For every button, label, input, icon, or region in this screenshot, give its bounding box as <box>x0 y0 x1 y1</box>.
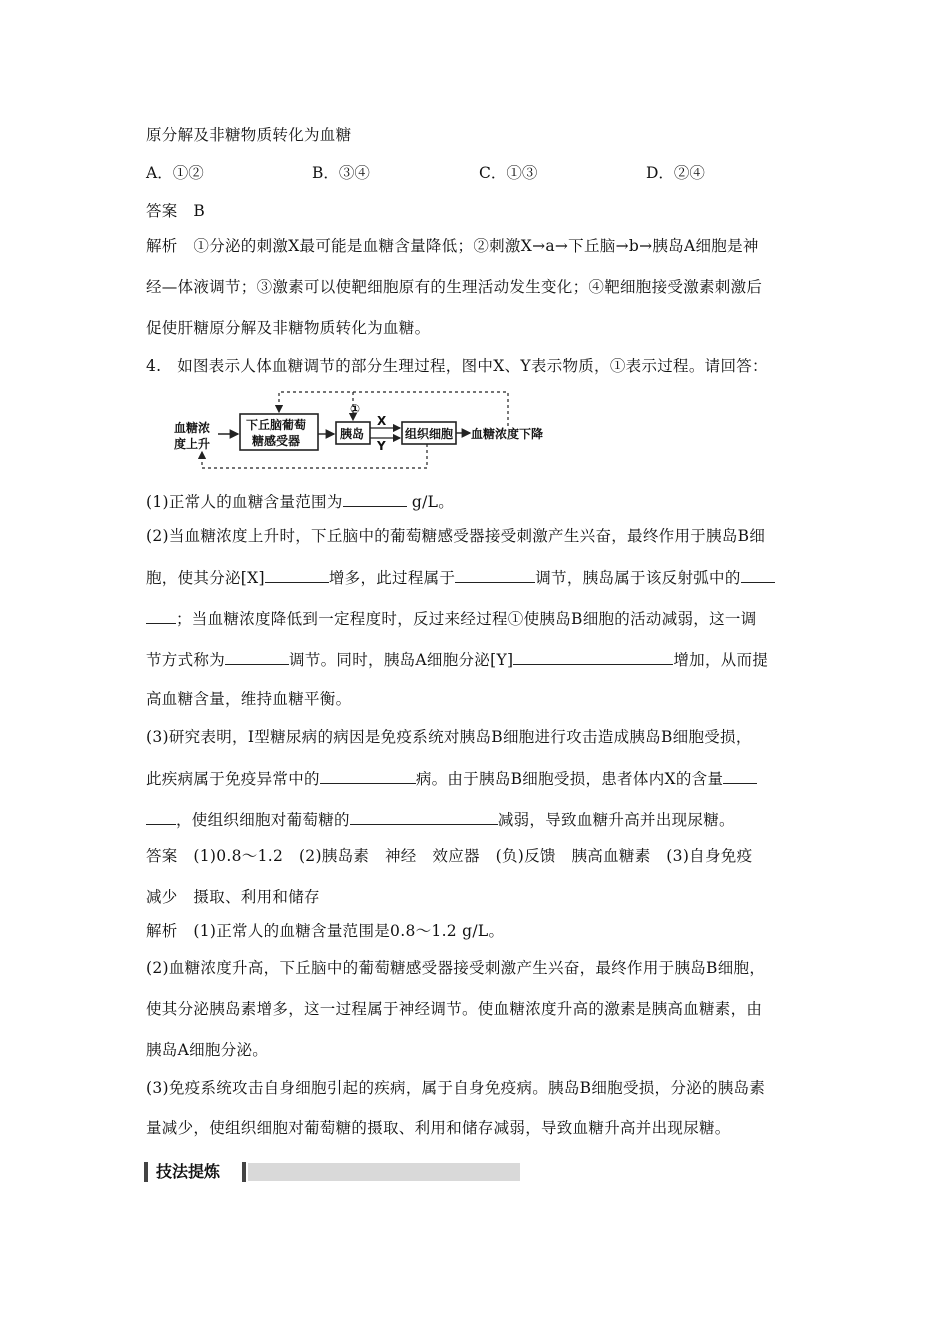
q4-part-2-line-2 <box>146 567 775 588</box>
q4-p3-seg3: ，使组织细胞对葡萄糖的 <box>176 811 350 829</box>
explanation-4-line-1: 解析 (1)正常人的血糖含量范围是0.8～1.2 g/L。 <box>146 922 505 940</box>
diagram-start-label-1: 血糖浓 <box>174 421 211 435</box>
blank-6 <box>513 649 673 665</box>
q4-p3-seg4: 减弱，导致血糖升高并出现尿糖。 <box>497 811 735 829</box>
q4-part-2-line-3 <box>146 608 757 629</box>
answer-4-line-1: 答案 (1)0.8～1.2 (2)胰岛素 神经 效应器 (负)反馈 胰高血糖素 (3)自身免疫 <box>146 847 753 865</box>
explanation-4-line-2: (2)血糖浓度升高，下丘脑中的葡萄糖感受器接受刺激产生兴奋，最终作用于胰岛B细胞， <box>146 959 766 977</box>
section-bar-left <box>144 1162 148 1182</box>
diagram-end-label: 血糖浓度下降 <box>471 427 544 441</box>
explanation-4-line-4: 胰岛A细胞分泌。 <box>146 1041 269 1059</box>
q4-p2-seg4: ；当血糖浓度降低到一定程度时，反过来经过程①使胰岛B细胞的活动减弱，这一调 <box>176 610 757 628</box>
blank-5 <box>225 649 289 665</box>
diagram-start-label-2: 度上升 <box>174 437 211 451</box>
blank-8a <box>723 768 757 784</box>
q4-p2-seg2: 增多，此过程属于 <box>328 569 456 587</box>
blood-sugar-diagram <box>172 388 552 472</box>
explanation-4-line-6: 量减少，使组织细胞对葡萄糖的摄取、利用和储存减弱，导致血糖升高并出现尿糖。 <box>146 1119 731 1137</box>
q4-part-3-line-1: (3)研究表明，Ⅰ型糖尿病的病因是免疫系统对胰岛B细胞进行攻击造成胰岛B细胞受损， <box>146 728 752 746</box>
section-bar-right <box>242 1162 246 1182</box>
q4-p2-seg7: 增加，从而提 <box>673 651 769 669</box>
q4-part-1-text: (1)正常人的血糖含量范围为 <box>146 493 343 511</box>
q4-part-2-line-5: 高血糖含量，维持血糖平衡。 <box>146 690 352 708</box>
q4-part-1 <box>146 491 454 512</box>
blank-4b <box>146 608 176 624</box>
islet-label: 胰岛 <box>340 427 365 441</box>
process-mark: ① <box>350 402 361 416</box>
tissue-cell-label: 组织细胞 <box>405 427 454 441</box>
label-x: X <box>377 414 387 428</box>
line-1: 原分解及非糖物质转化为血糖 <box>146 126 352 144</box>
answer-4-line-2: 减少 摄取、利用和储存 <box>146 888 320 906</box>
section-title: 技法提炼 <box>156 1162 221 1181</box>
blank-2 <box>265 567 329 583</box>
answer-3: 答案 B <box>146 202 206 220</box>
q4-part-3-line-2 <box>146 768 757 789</box>
q4-p2-seg3: 调节，胰岛属于该反射弧中的 <box>535 569 741 587</box>
hypothalamus-label-1: 下丘脑葡萄 <box>246 418 307 432</box>
q4-part-1-unit: g/L。 <box>411 493 455 511</box>
section-header <box>144 1162 520 1182</box>
label-y: Y <box>377 439 386 453</box>
q4-p3-seg2: 病。由于胰岛B细胞受损，患者体内X的含量 <box>415 770 724 788</box>
option-b: B．③④ <box>312 164 370 182</box>
blank-7 <box>320 768 416 784</box>
blank-8b <box>146 809 176 825</box>
explanation-3-line-2: 经—体液调节；③激素可以使靶细胞原有的生理活动发生变化；④靶细胞接受激素刺激后 <box>146 278 763 296</box>
explanation-4-line-3: 使其分泌胰岛素增多，这一过程属于神经调节。使血糖浓度升高的激素是胰高血糖素，由 <box>146 1000 763 1018</box>
q4-part-3-line-3 <box>146 809 735 830</box>
hypothalamus-label-2: 糖感受器 <box>252 434 301 448</box>
blank-3 <box>455 567 535 583</box>
q4-p2-seg6: 调节。同时，胰岛A细胞分泌[Y] <box>289 651 514 669</box>
explanation-3-line-3: 促使肝糖原分解及非糖物质转化为血糖。 <box>146 319 431 337</box>
q4-p3-seg1: 此疾病属于免疫异常中的 <box>146 770 320 788</box>
blank-4a <box>741 567 775 583</box>
q4-p2-seg1: 胞，使其分泌[X] <box>146 569 265 587</box>
blank-1 <box>343 491 407 507</box>
option-c: C．①③ <box>479 164 538 182</box>
blank-9 <box>350 809 498 825</box>
q4-p2-seg5: 节方式称为 <box>146 651 226 669</box>
q4-part-2-line-1: (2)当血糖浓度上升时，下丘脑中的葡萄糖感受器接受刺激产生兴奋，最终作用于胰岛B细 <box>146 527 766 545</box>
question-4-stem: 4. 如图表示人体血糖调节的部分生理过程，图中X、Y表示物质，①表示过程。请回答： <box>146 357 768 375</box>
q4-part-2-line-4 <box>146 649 768 670</box>
section-fill <box>248 1163 520 1181</box>
option-a: A．①② <box>146 164 204 182</box>
explanation-4-line-5: (3)免疫系统攻击自身细胞引起的疾病，属于自身免疫病。胰岛B细胞受损，分泌的胰岛素 <box>146 1079 766 1097</box>
option-d: D．②④ <box>646 164 705 182</box>
explanation-3-line-1: 解析 ①分泌的刺激X最可能是血糖含量降低；②刺激X→a→下丘脑→b→胰岛A细胞是神 <box>146 237 759 255</box>
